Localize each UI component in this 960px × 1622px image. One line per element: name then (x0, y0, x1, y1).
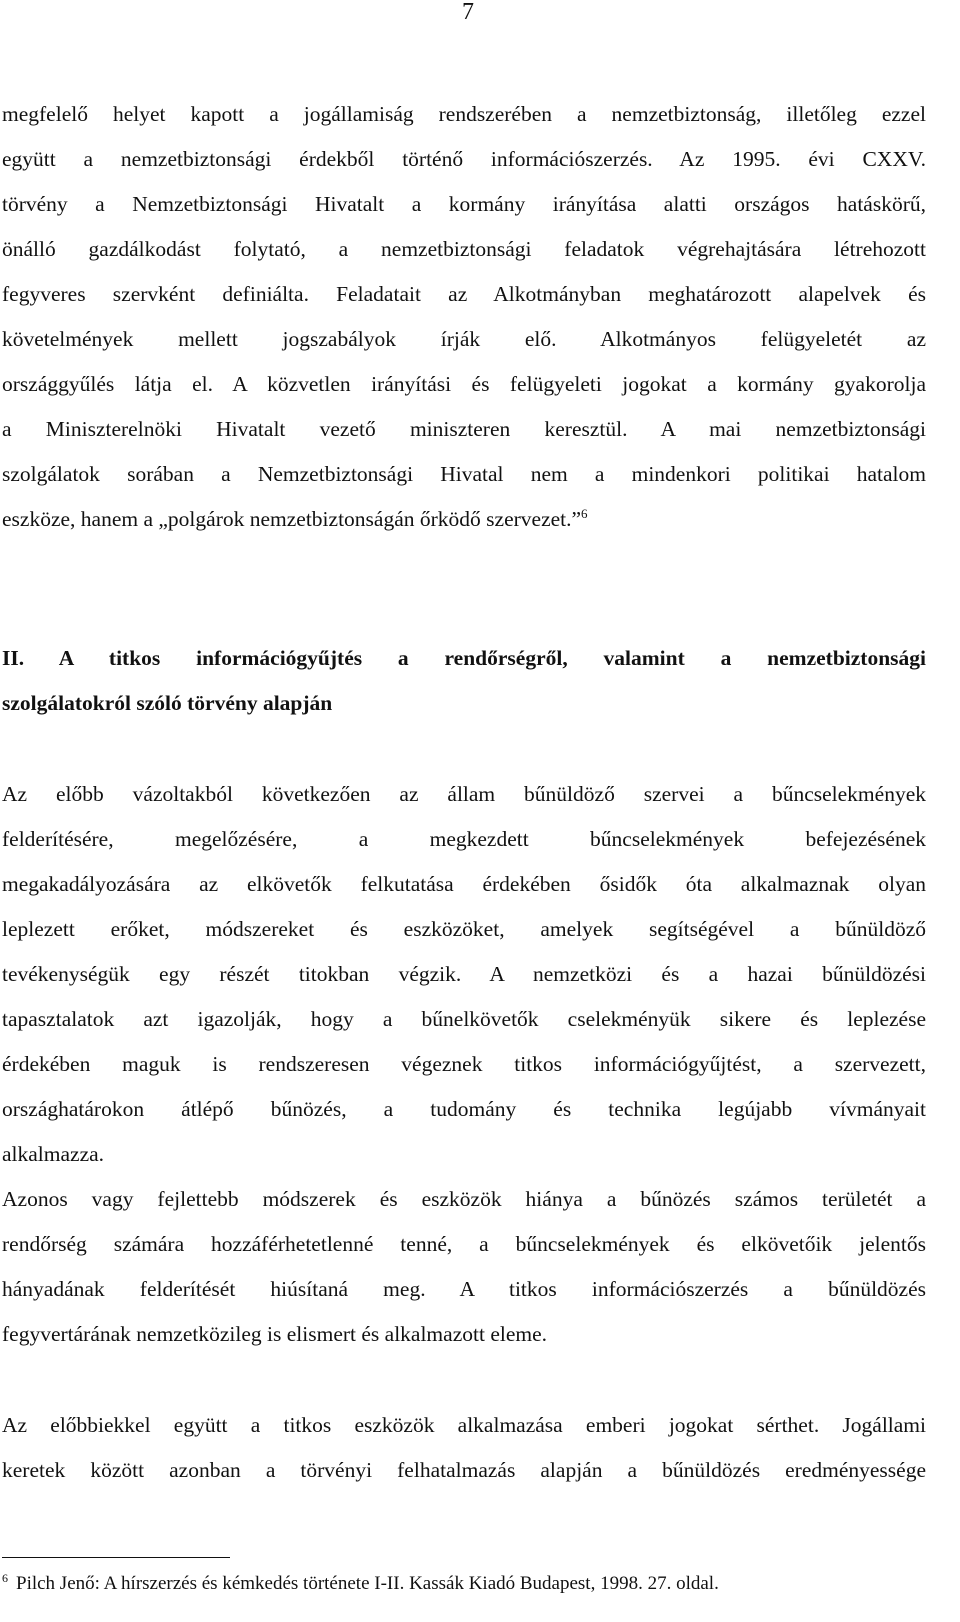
text-line: önálló gazdálkodást folytató, a nemzetbiztonsági feladatok végrehajtására létrehozott (2, 237, 926, 261)
footnote (2, 1572, 942, 1596)
text-line: követelmények mellett jogszabályok írják elő. Alkotmányos felügyeletét az (2, 327, 926, 351)
text-line: felderítésére, megelőzésére, a megkezdett bűncselekmények befejezésének (2, 827, 926, 851)
text-line: megfelelő helyet kapott a jogállamiság rendszerében a nemzetbiztonság, illetőleg ezzel (2, 102, 926, 126)
text-line: együtt a nemzetbiztonsági érdekből történő információszerzés. Az 1995. évi CXXV. (2, 147, 926, 171)
text-line: alkalmazza. (2, 1142, 105, 1166)
footnote-separator (2, 1557, 230, 1558)
text-line: Azonos vagy fejlettebb módszerek és eszközök hiánya a bűnözés számos területét a (2, 1187, 926, 1211)
text-line: országgyűlés látja el. A közvetlen irányítási és felügyeleti jogokat a kormány gyakorolja (2, 372, 926, 396)
text-line: eszköze, hanem a „polgárok nemzetbiztonságán őrködő szervezet.” (2, 507, 582, 531)
paragraph-1-last-line (2, 497, 926, 542)
footnote-number: 6 (2, 1570, 8, 1585)
text-line: Az előbb vázoltakból következően az állam bűnüldöző szervei a bűncselekmények (2, 782, 926, 806)
text-line: leplezett erőket, módszereket és eszközöket, amelyek segítségével a bűnüldöző (2, 917, 926, 941)
text-line: tevékenységük egy részét titokban végzik. A nemzetközi és a hazai bűnüldözési (2, 962, 926, 986)
page-number: 7 (462, 0, 474, 25)
heading-line: szolgálatokról szóló törvény alapján (2, 691, 333, 715)
text-line: fegyveres szervként definiálta. Feladatait az Alkotmányban meghatározott alapelvek és (2, 282, 926, 306)
text-line: tapasztalatok azt igazolják, hogy a bűnelkövetők cselekményük sikere és leplezése (2, 1007, 926, 1031)
text-line: országhatárokon átlépő bűnözés, a tudomány és technika legújabb vívmányait (2, 1097, 926, 1121)
text-line: fegyvertárának nemzetközileg is elismert és alkalmazott eleme. (2, 1322, 548, 1346)
heading-line: II. A titkos információgyűjtés a rendőrségről, valamint a nemzetbiztonsági (2, 646, 926, 670)
paragraph-3 (2, 1177, 926, 1357)
footnote-text: Pilch Jenő: A hírszerzés és kémkedés története I-II. Kassák Kiadó Budapest, 1998. 27. oldal. (16, 1573, 719, 1594)
paragraph-1-body (2, 92, 926, 497)
paragraph-1 (2, 92, 926, 542)
text-line: rendőrség számára hozzáférhetetlenné tenné, a bűncselekmények és elkövetőik jelentős (2, 1232, 926, 1256)
text-line: megakadályozására az elkövetők felkutatása érdekében ősidők óta alkalmaznak olyan (2, 872, 926, 896)
paragraph-2 (2, 772, 926, 1177)
text-line: szolgálatok sorában a Nemzetbiztonsági Hivatal nem a mindenkori politikai hatalom (2, 462, 926, 486)
section-heading (2, 636, 926, 726)
text-line: keretek között azonban a törvényi felhatalmazás alapján a bűnüldözés eredményessége (2, 1458, 926, 1482)
text-line: érdekében maguk is rendszeresen végeznek titkos információgyűjtést, a szervezett, (2, 1052, 926, 1076)
text-line: törvény a Nemzetbiztonsági Hivatalt a kormány irányítása alatti országos hatáskörű, (2, 192, 926, 216)
paragraph-4 (2, 1403, 926, 1493)
text-line: a Miniszterelnöki Hivatalt vezető miniszteren keresztül. A mai nemzetbiztonsági (2, 417, 926, 441)
text-line: Az előbbiekkel együtt a titkos eszközök alkalmazása emberi jogokat sérthet. Jogállami (2, 1413, 926, 1437)
text-line: hányadának felderítését hiúsítaná meg. A titkos információszerzés a bűnüldözés (2, 1277, 926, 1301)
footnote-reference[interactable]: 6 (581, 505, 588, 521)
